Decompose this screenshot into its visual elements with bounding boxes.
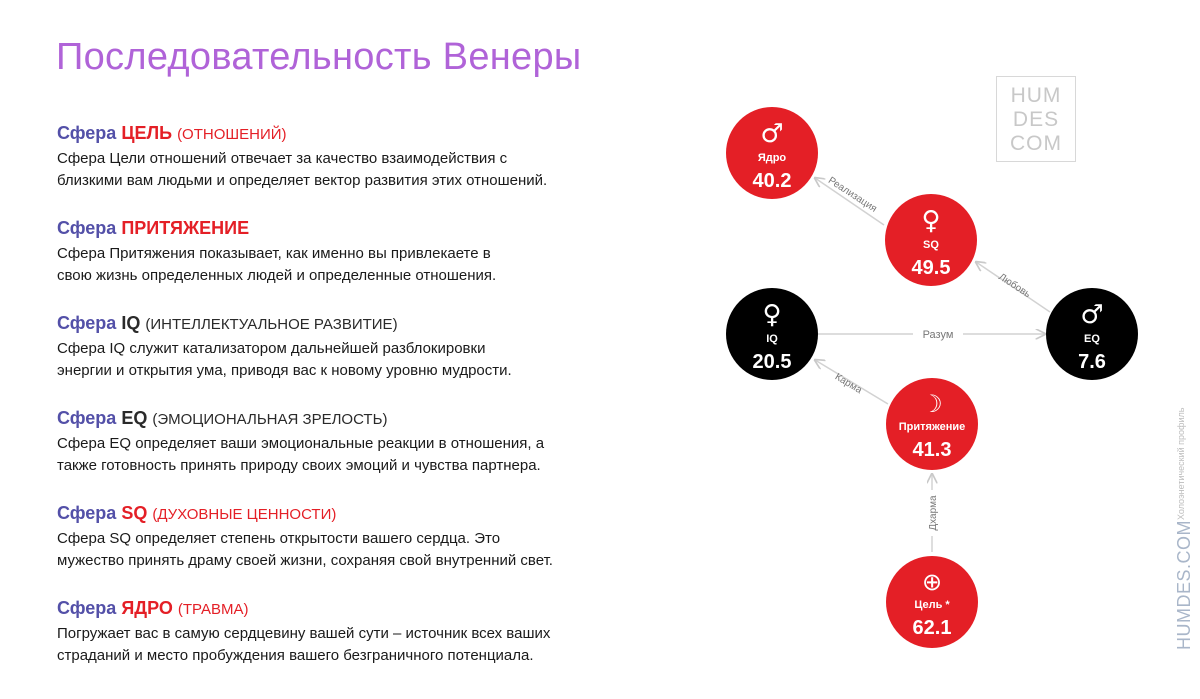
side-caption-site: HUMDES.COM [1174,520,1194,650]
node-sq [885,194,977,286]
node-label: EQ [1084,333,1100,345]
edge-label-realizatsiya: Реализация [826,175,879,215]
mars-icon: ♂ [760,119,784,149]
logo-line: DES [1012,108,1060,131]
section-prefix: Сфера [57,313,117,333]
description-line: Сфера Цели отношений отвечает за качество взаимодействия с [57,150,508,167]
section-prefix: Сфера [57,503,117,523]
description-line: Сфера Притяжения показывает, как именно вы привлекаете в [57,245,491,262]
section-subtitle: (ЭМОЦИОНАЛЬНАЯ ЗРЕЛОСТЬ) [152,411,388,428]
node-label: IQ [766,333,778,345]
section-name: ЦЕЛЬ [121,123,173,143]
node-label: Ядро [757,152,787,164]
node-value: 49.5 [911,257,951,279]
node-label: Притяжение [898,421,966,433]
mars-icon: ♂ [1080,300,1104,330]
section-name: EQ [121,408,148,428]
node-eq [1046,288,1138,380]
section-subtitle: (ДУХОВНЫЕ ЦЕННОСТИ) [152,506,337,523]
node-label: Цель * [914,599,950,611]
description-line: также готовность принять природу своих эмоций и чувства партнера. [57,457,541,474]
node-iq [726,288,818,380]
section-prefix: Сфера [57,598,117,618]
page-title: Последовательность Венеры [56,36,582,78]
venus-icon: ♀ [921,206,941,236]
description-line: энергии и открытия ума, приводя вас к новому уровню мудрости. [57,362,512,379]
edge-label-karma: Карма [832,371,864,397]
node-value: 7.6 [1078,351,1106,373]
edge-label-dkharma: Дхарма [928,495,939,531]
description-line: Погружает вас в самую сердцевину вашей сути – источник всех ваших [57,625,551,642]
earth-icon: ⊕ [921,568,943,596]
node-value: 40.2 [752,170,792,192]
section-subtitle: (ИНТЕЛЛЕКТУАЛЬНОЕ РАЗВИТИЕ) [145,316,398,333]
section-name: ЯДРО [121,598,173,618]
section-prefix: Сфера [57,123,117,143]
edge-label-lyubov: Любовь [996,271,1033,301]
edge-label-razum: Разум [922,329,954,341]
logo-line: HUM [1010,84,1062,107]
description-line: Сфера SQ определяет степень открытости вашего сердца. Это [57,530,501,547]
section-prefix: Сфера [57,218,117,238]
section-name: ПРИТЯЖЕНИЕ [121,218,250,238]
section-name: IQ [121,313,141,333]
section-subtitle: (ТРАВМА) [177,601,249,618]
node-prityazhenie [886,378,978,470]
description-line: Сфера IQ служит катализатором дальнейшей разблокировки [57,340,486,357]
node-value: 41.3 [912,439,952,461]
section-prefix: Сфера [57,408,117,428]
venus-icon: ♀ [762,300,782,330]
node-tsel [886,556,978,648]
description-line: близкими вам людьми и определяет вектор развития этих отношений. [57,172,548,189]
description-line: страданий и место пробуждения вашего безграничного потенциала. [57,647,534,664]
node-value: 62.1 [912,617,952,639]
description-line: свою жизнь определенных людей и определенные отношения. [57,267,497,284]
section-name: SQ [121,503,148,523]
section-subtitle: (ОТНОШЕНИЙ) [177,126,287,143]
node-value: 20.5 [752,351,792,373]
moon-icon: ☽ [921,390,943,418]
description-line: Сфера EQ определяет ваши эмоциональные реакции в отношения, а [57,435,545,452]
logo-line: COM [1010,132,1062,155]
side-caption-small: Холоэнетический профиль [1176,407,1186,520]
node-yadro [726,107,818,199]
node-label: SQ [923,239,939,251]
description-line: мужество принять драму своей жизни, сохраняя свой внутренний свет. [57,552,553,569]
